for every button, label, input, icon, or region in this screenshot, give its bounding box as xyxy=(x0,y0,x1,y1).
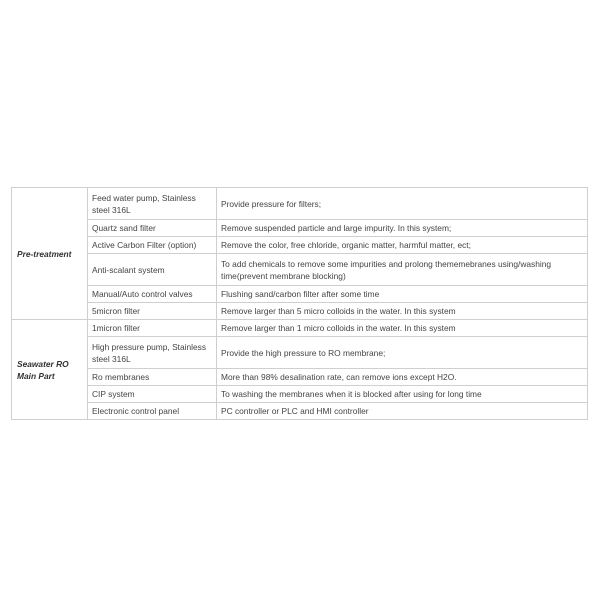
component-cell: High pressure pump, Stainless steel 316L xyxy=(88,337,217,369)
function-cell: Remove larger than 1 micro colloids in the water. In this system xyxy=(217,320,588,337)
component-cell: Anti-scalant system xyxy=(88,254,217,286)
table-row xyxy=(12,403,588,420)
component-cell: Electronic control panel xyxy=(88,403,217,420)
table-row xyxy=(12,337,588,369)
function-cell: Provide pressure for filters; xyxy=(217,188,588,220)
table-row xyxy=(12,188,588,220)
function-cell: Remove suspended particle and large impurity. In this system; xyxy=(217,220,588,237)
table-row xyxy=(12,254,588,286)
component-cell: Active Carbon Filter (option) xyxy=(88,237,217,254)
table-row xyxy=(12,286,588,303)
component-cell: Ro membranes xyxy=(88,369,217,386)
table-row xyxy=(12,386,588,403)
section-label-pretreatment: Pre-treatment xyxy=(12,188,88,320)
table-row xyxy=(12,303,588,320)
function-cell: To add chemicals to remove some impurities and prolong thememebranes using/washing time(prevent membrane blocking) xyxy=(217,254,588,286)
function-cell: More than 98% desalination rate, can remove ions except H2O. xyxy=(217,369,588,386)
component-cell: Manual/Auto control valves xyxy=(88,286,217,303)
function-cell: Remove the color, free chloride, organic matter, harmful matter, ect; xyxy=(217,237,588,254)
component-cell: 5micron filter xyxy=(88,303,217,320)
component-cell: 1micron filter xyxy=(88,320,217,337)
table-row xyxy=(12,320,588,337)
table-row xyxy=(12,369,588,386)
function-cell: Provide the high pressure to RO membrane; xyxy=(217,337,588,369)
function-cell: Flushing sand/carbon filter after some time xyxy=(217,286,588,303)
section-label-seawater-ro: Seawater RO Main Part xyxy=(12,320,88,420)
function-cell: Remove larger than 5 micro colloids in the water. In this system xyxy=(217,303,588,320)
table-row xyxy=(12,237,588,254)
component-cell: Quartz sand filter xyxy=(88,220,217,237)
table-row xyxy=(12,220,588,237)
component-cell: CIP system xyxy=(88,386,217,403)
function-cell: To washing the membranes when it is blocked after using for long time xyxy=(217,386,588,403)
function-cell: PC controller or PLC and HMI controller xyxy=(217,403,588,420)
component-cell: Feed water pump, Stainless steel 316L xyxy=(88,188,217,220)
equipment-spec-table xyxy=(11,187,588,420)
